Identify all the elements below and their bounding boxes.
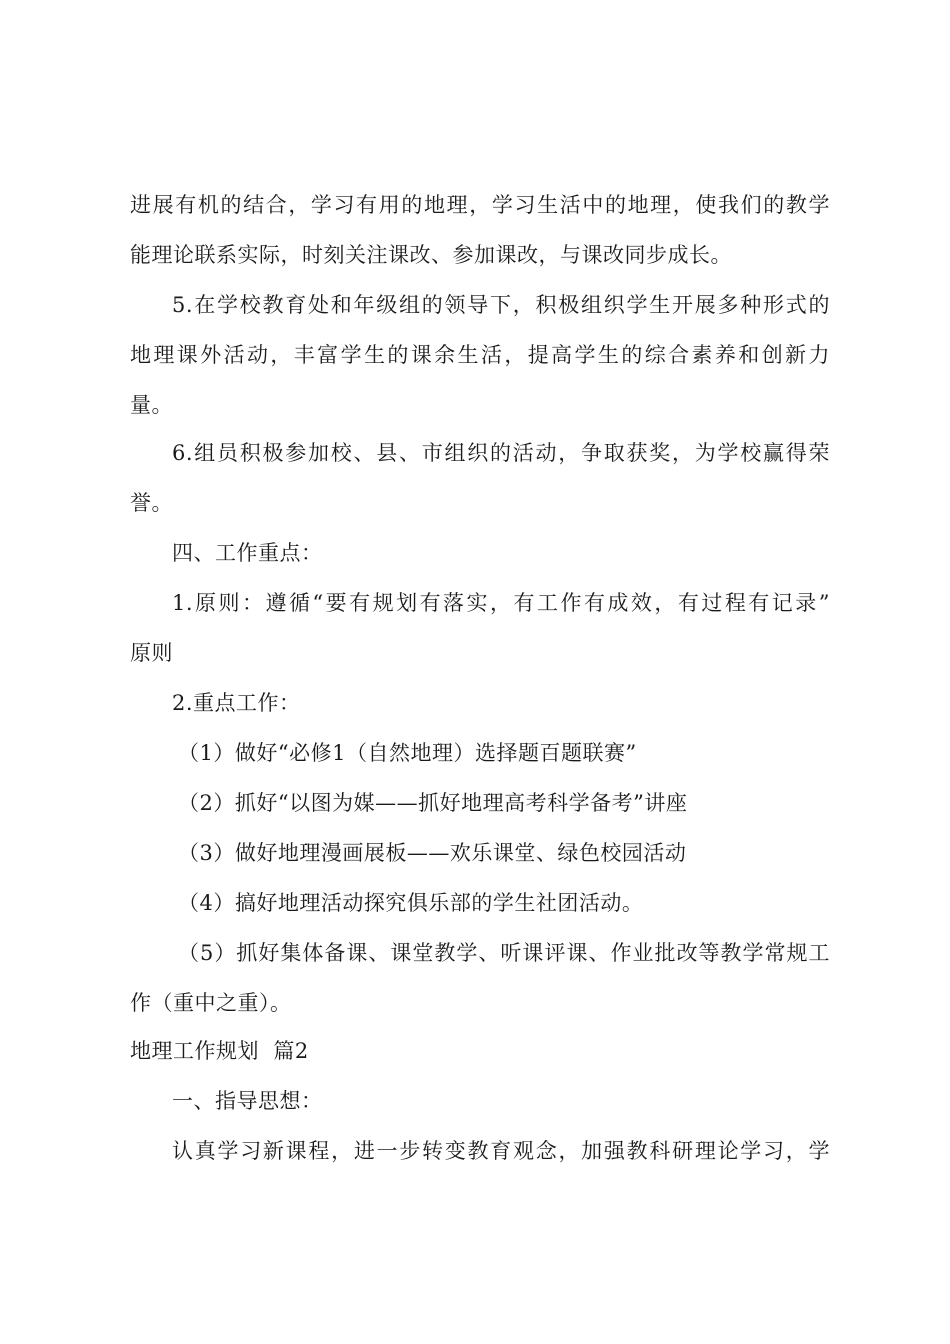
- list-item: （5）抓好集体备课、课堂教学、听课评课、作业批改等教学常规工: [178, 941, 830, 965]
- body-line: 地理课外活动，丰富学生的课余生活，提高学生的综合素养和创新力: [130, 343, 830, 367]
- body-line: 5.在学校教育处和年级组的领导下，积极组织学生开展多种形式的: [172, 293, 830, 317]
- body-line: 认真学习新课程，进一步转变教育观念，加强教科研理论学习，学: [172, 1139, 830, 1163]
- body-line: 原则: [130, 641, 173, 665]
- list-item: （3）做好地理漫画展板——欢乐课堂、绿色校园活动: [178, 841, 687, 865]
- section-heading: 四、工作重点：: [172, 541, 323, 565]
- body-line: 进展有机的结合，学习有用的地理，学习生活中的地理，使我们的教学: [130, 193, 830, 217]
- body-line: 1.原则：遵循“要有规划有落实，有工作有成效，有过程有记录”: [172, 591, 830, 615]
- list-item: （4）搞好地理活动探究俱乐部的学生社团活动。: [178, 891, 644, 915]
- document-title: 地理工作规划 篇2: [130, 1039, 309, 1063]
- list-item: （2）抓好“以图为媒——抓好地理高考科学备考”讲座: [178, 791, 688, 815]
- body-line: 誉。: [130, 491, 173, 515]
- body-line: 6.组员积极参加校、县、市组织的活动，争取获奖，为学校赢得荣: [172, 441, 830, 465]
- body-line: 量。: [130, 393, 173, 417]
- body-line: 作（重中之重）。: [130, 991, 292, 1015]
- list-item: （1）做好“必修1（自然地理）选择题百题联赛”: [178, 741, 637, 765]
- body-line: 能理论联系实际，时刻关注课改、参加课改，与课改同步成长。: [130, 243, 732, 267]
- body-line: 2.重点工作：: [172, 691, 301, 715]
- section-heading: 一、指导思想：: [172, 1089, 323, 1113]
